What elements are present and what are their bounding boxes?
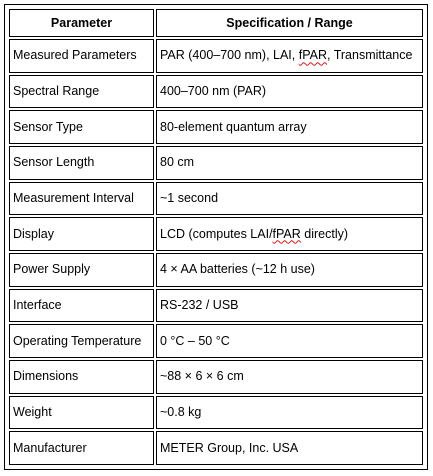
row-value (156, 217, 423, 251)
row-value: ~1 second (156, 182, 423, 216)
table-row (9, 39, 423, 73)
row-parameter-label: Manufacturer (9, 431, 154, 465)
table-row (9, 110, 423, 144)
header-parameter: Parameter (9, 9, 154, 37)
row-value: RS-232 / USB (156, 289, 423, 323)
specification-table (7, 7, 425, 467)
row-parameter-label: Power Supply (9, 253, 154, 287)
table-row (9, 360, 423, 394)
value-text: , Transmittance (326, 48, 413, 63)
row-value: 400–700 nm (PAR) (156, 75, 423, 109)
row-value (156, 39, 423, 73)
row-parameter-label: Sensor Type (9, 110, 154, 144)
row-parameter-label: Weight (9, 396, 154, 430)
table-row (9, 146, 423, 180)
spellcheck-flagged-word: fPAR (272, 226, 301, 241)
row-parameter-label: Sensor Length (9, 146, 154, 180)
row-value: ~0.8 kg (156, 396, 423, 430)
row-parameter-label: Interface (9, 289, 154, 323)
row-value: 80 cm (156, 146, 423, 180)
row-value: 80-element quantum array (156, 110, 423, 144)
row-value: 4 × AA batteries (~12 h use) (156, 253, 423, 287)
header-specification-range: Specification / Range (156, 9, 423, 37)
table-row (9, 396, 423, 430)
row-value: ~88 × 6 × 6 cm (156, 360, 423, 394)
table-row (9, 324, 423, 358)
table-row (9, 75, 423, 109)
row-parameter-label: Spectral Range (9, 75, 154, 109)
spellcheck-flagged-word: fPAR (298, 48, 327, 63)
row-parameter-label: Display (9, 217, 154, 251)
table-row (9, 253, 423, 287)
table-row (9, 431, 423, 465)
table-row (9, 289, 423, 323)
spec-table-container (4, 4, 428, 470)
row-parameter-label: Dimensions (9, 360, 154, 394)
row-value: 0 °C – 50 °C (156, 324, 423, 358)
row-parameter-label: Measured Parameters (9, 39, 154, 73)
table-row (9, 217, 423, 251)
row-value: METER Group, Inc. USA (156, 431, 423, 465)
value-text: LCD (computes LAI/ (160, 226, 273, 241)
table-row (9, 182, 423, 216)
value-text: directly) (300, 226, 349, 241)
row-parameter-label: Operating Temperature (9, 324, 154, 358)
table-header-row (9, 9, 423, 37)
row-parameter-label: Measurement Interval (9, 182, 154, 216)
value-text: PAR (400–700 nm), LAI, (160, 48, 299, 63)
